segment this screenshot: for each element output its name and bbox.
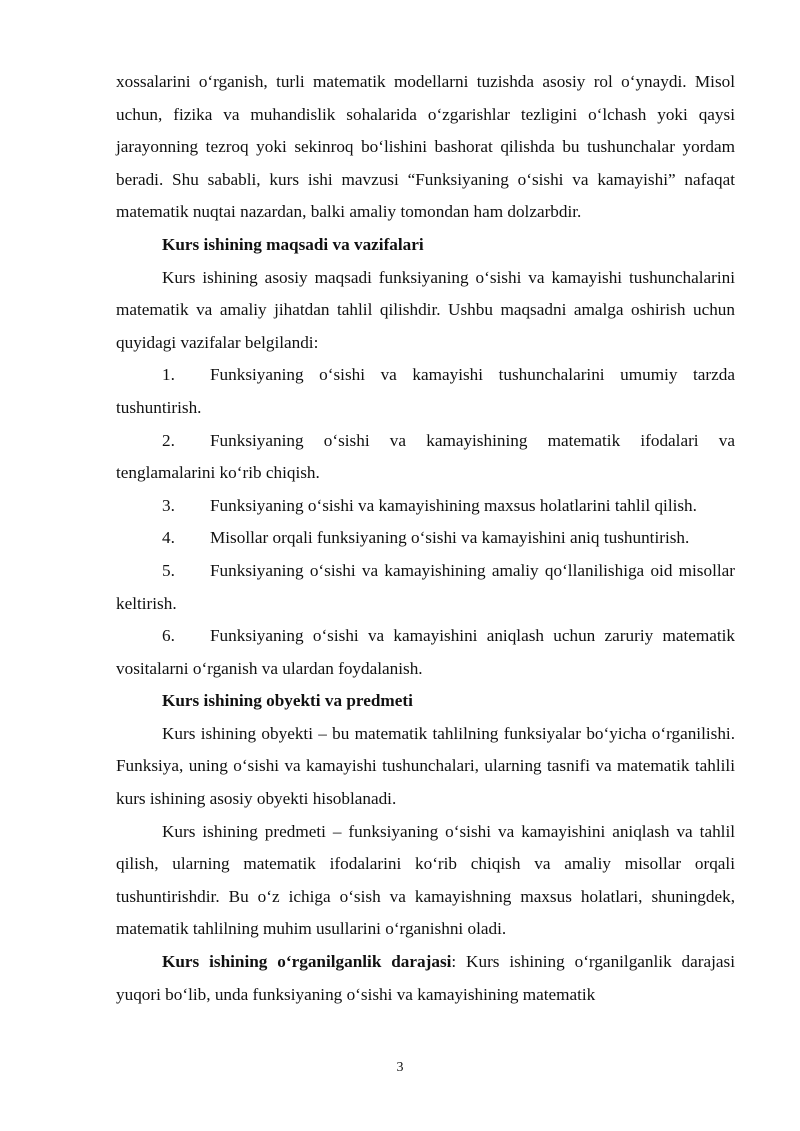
list-item bbox=[116, 555, 735, 620]
subject-paragraph: Kurs ishining predmeti – funksiyaning o‘sishi va kamayishini aniqlash va tahlil qilish, ularning matematik ifodalarini ko‘rib chiqish va amaliy misollar orqali tushuntirishdir. Bu o‘z ichiga o‘sish va kamayishning maxsus holatlari, shuningdek, matematik tahlilning muhim usullarini o‘rganishni oladi. bbox=[116, 821, 735, 939]
list-item-number: 2. bbox=[162, 430, 175, 450]
list-item bbox=[116, 620, 735, 685]
list-item-text: Misollar orqali funksiyaning o‘sishi va kamayishini aniq tushuntirish. bbox=[210, 528, 690, 548]
list-item-text: Funksiyaning o‘sishi va kamayishining maxsus holatlarini tahlil qilish. bbox=[210, 495, 697, 515]
studied-level-paragraph bbox=[116, 946, 735, 1011]
list-item bbox=[116, 359, 735, 424]
list-item-number: 5. bbox=[162, 560, 175, 580]
list-item-text: Funksiyaning o‘sishi va kamayishini aniqlash uchun zaruriy matematik vositalarni o‘rganish va ulardan foydalanish. bbox=[116, 626, 735, 678]
list-item-number: 3. bbox=[162, 495, 175, 515]
intro-continuation-paragraph: xossalarini o‘rganish, turli matematik modellarni tuzishda asosiy rol o‘ynaydi. Misol uchun, fizika va muhandislik sohalarida o‘zgarishlar tezligini o‘lchash yoki qaysi jarayonning tezroq yoki sekinroq bo‘lishini bashorat qilishda bu tushunchalar yordam beradi. Shu sababli, kurs ishi mavzusi “Funksiyaning o‘sishi va kamayishi” nafaqat matematik nuqtai nazardan, balki amaliy tomondan ham dolzarbdir. bbox=[116, 72, 735, 222]
studied-level-colon: : bbox=[451, 952, 457, 972]
list-item-number: 1. bbox=[162, 365, 175, 385]
object-paragraph: Kurs ishining obyekti – bu matematik tahlilning funksiyalar bo‘yicha o‘rganilishi. Funksiya, uning o‘sishi va kamayishi tushunchalari, ularning tasnifi va matematik tahlili kurs ishining asosiy obyekti hisoblanadi. bbox=[116, 723, 735, 809]
studied-level-label: Kurs ishining o‘rganilganlik darajasi bbox=[162, 952, 452, 972]
list-item-number: 4. bbox=[162, 528, 175, 548]
list-item-text: Funksiyaning o‘sishi va kamayishi tushunchalarini umumiy tarzda tushuntirish. bbox=[116, 365, 735, 417]
document-page bbox=[116, 66, 735, 1011]
list-item-text: Funksiyaning o‘sishi va kamayishining amaliy qo‘llanilishiga oid misollar keltirish. bbox=[116, 560, 735, 613]
list-item-number: 6. bbox=[162, 626, 175, 646]
list-item bbox=[116, 425, 735, 490]
goals-paragraph: Kurs ishining asosiy maqsadi funksiyaning o‘sishi va kamayishi tushunchalarini matematik va amaliy jihatdan tahlil qilishdir. Ushbu maqsadni amalga oshirish uchun quyidagi vazifalar belgilandi: bbox=[116, 267, 735, 352]
object-heading: Kurs ishining obyekti va predmeti bbox=[162, 691, 413, 711]
studied-level-text: Kurs ishining o‘rganilganlik darajasi yuqori bo‘lib, unda funksiyaning o‘sishi va kamayishining matematik bbox=[116, 952, 735, 1004]
list-item bbox=[116, 490, 735, 523]
list-item-text: Funksiyaning o‘sishi va kamayishining matematik ifodalari va tenglamalarini ko‘rib chiqish. bbox=[116, 430, 735, 483]
tasks-list bbox=[116, 359, 735, 685]
list-item bbox=[116, 522, 735, 555]
goals-heading: Kurs ishining maqsadi va vazifalari bbox=[162, 234, 424, 254]
page-number: 3 bbox=[396, 1060, 404, 1075]
